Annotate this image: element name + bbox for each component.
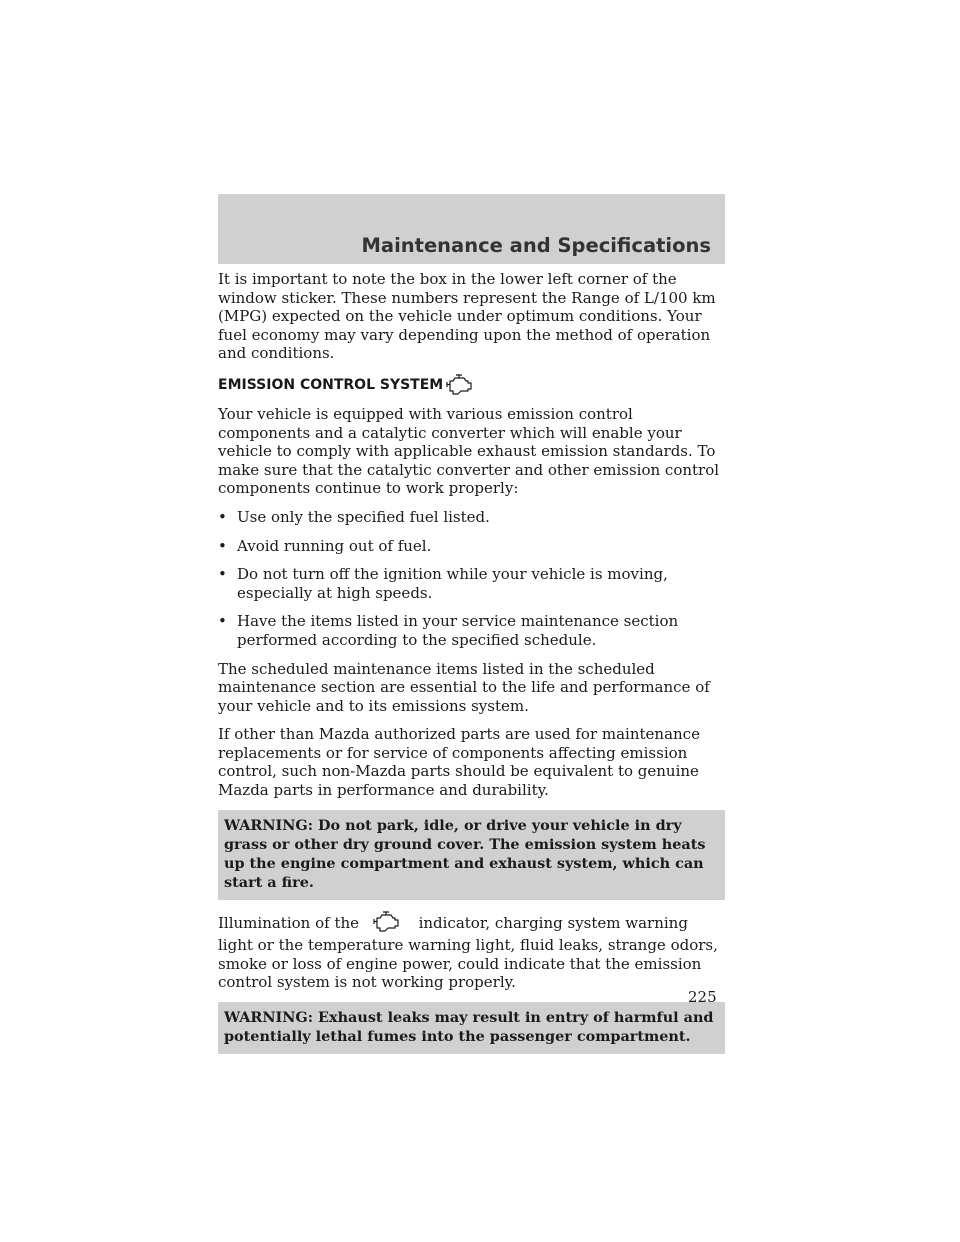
emission-bullet-list (218, 508, 725, 650)
illumination-text-after: indicator, charging system warning light or the temperature warning light, fluid leaks, strange odors, smoke or loss of engine power, could indicate that the emission control system is not working properly. (218, 913, 718, 992)
list-item: • Use only the specified fuel listed. (218, 508, 725, 527)
section-title: Maintenance and Specifications (361, 234, 711, 257)
emission-heading-text: EMISSION CONTROL SYSTEM (218, 377, 444, 394)
check-engine-icon (364, 910, 414, 937)
list-item: • Avoid running out of fuel. (218, 537, 725, 556)
authorized-parts-paragraph: If other than Mazda authorized parts are used for maintenance replacements or for service of components affecting emission control, such non-Mazda parts should be equivalent to genuine Mazda parts in performance and durability. (218, 725, 700, 800)
page-content (218, 270, 725, 1064)
exhaust-warning-box: WARNING: Exhaust leaks may result in entry of harmful and potentially lethal fumes into the passenger compartment. (218, 1002, 725, 1054)
intro-paragraph: It is important to note the box in the lower left corner of the window sticker. These numbers represent the Range of L/100 km (MPG) expected on the vehicle under optimum conditions. Your fuel economy may vary depending upon the method of operation and conditions. (218, 270, 716, 363)
illumination-text-before: Illumination of the (218, 913, 360, 932)
fire-warning-box: WARNING: Do not park, idle, or drive your vehicle in dry grass or other dry ground cover. The emission system heats up the engine compartment and exhaust system, which can start a fire. (218, 810, 725, 900)
list-item: • Have the items listed in your service maintenance section performed according to the specified schedule. (218, 612, 725, 649)
page-number: 225 (688, 988, 717, 1006)
check-engine-icon (443, 373, 473, 395)
section-header-band (218, 194, 725, 264)
list-item: • Do not turn off the ignition while your vehicle is moving, especially at high speeds. (218, 565, 725, 602)
emission-heading (218, 373, 725, 395)
emission-body: Your vehicle is equipped with various emission control components and a catalytic converter which will enable your vehicle to comply with applicable exhaust emission standards. To make sure that the catalytic converter and other emission control components continue to work properly: (218, 404, 720, 498)
scheduled-maintenance-paragraph: The scheduled maintenance items listed in the scheduled maintenance section are essential to the life and performance of your vehicle and to its emissions system. (218, 659, 710, 715)
illumination-paragraph (218, 910, 725, 992)
